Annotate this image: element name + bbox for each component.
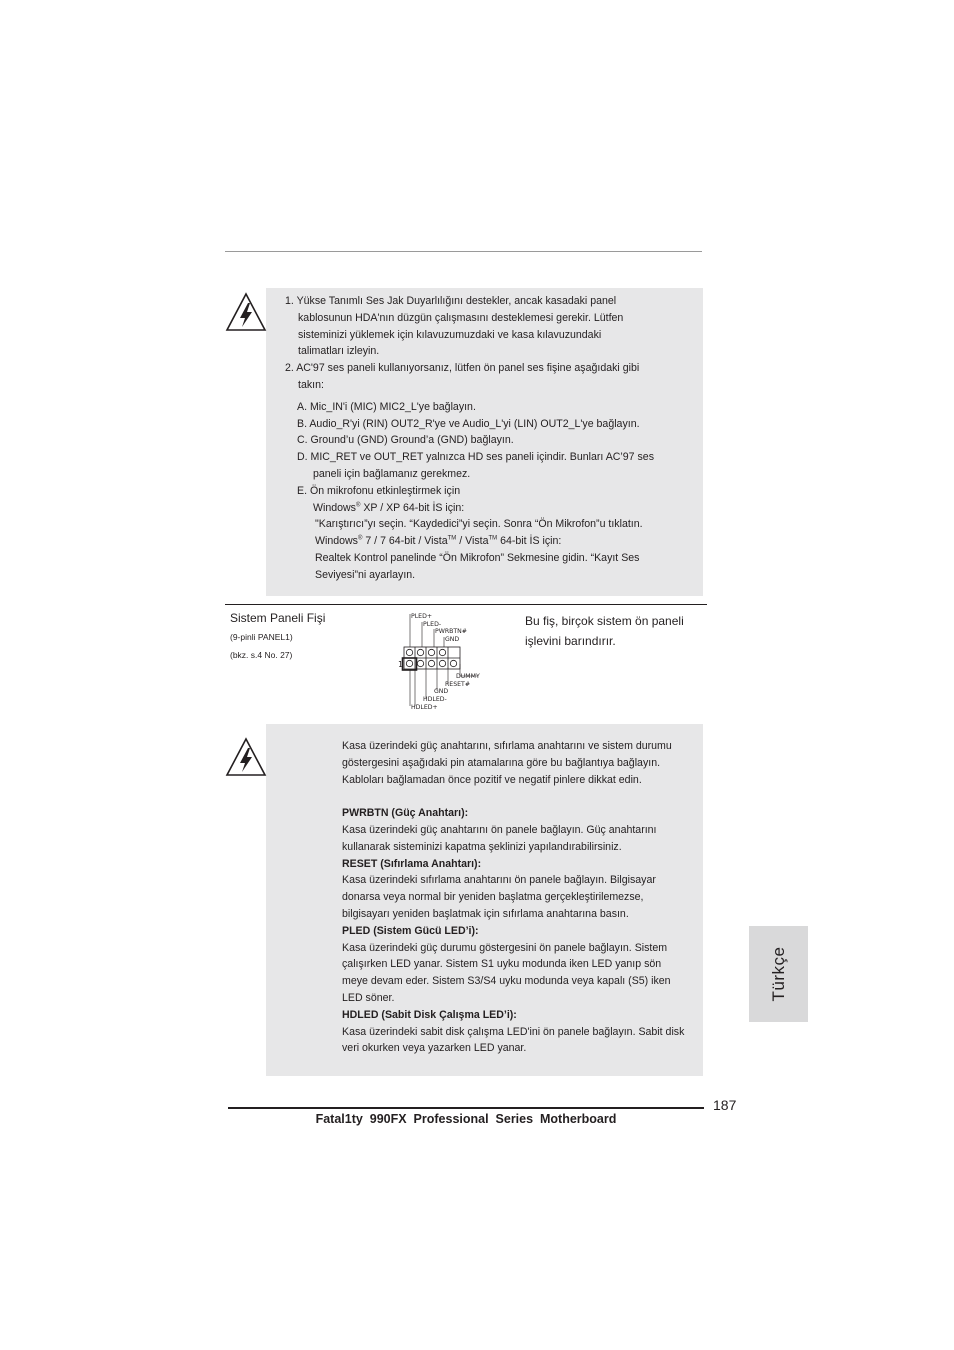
note2-intro-line: Kabloları bağlamadan önce pozitif ve negatif pinlere dikkat edin.: [342, 773, 642, 786]
section-rule: [225, 604, 707, 605]
section-title: Sistem Paneli Fişi: [230, 611, 326, 625]
note2-line: kullanarak sisteminizi kapatma şeklinizi yapılandırabilirsiniz.: [342, 840, 622, 853]
heading-pled: PLED (Sistem Gücü LED’i):: [342, 924, 479, 937]
heading-hdled: HDLED (Sabit Disk Çalışma LED’i):: [342, 1008, 517, 1021]
pin-label-reset: RESET#: [445, 681, 471, 688]
note1-line: D. MIC_RET ve OUT_RET yalnızca HD ses paneli içindir. Bunları AC’97 ses: [297, 451, 654, 464]
language-tab: [749, 926, 808, 1022]
note2-line: bilgisayarı yeniden başlatmak için sıfırlama anahtarına basın.: [342, 907, 629, 920]
note1-line: takın:: [298, 378, 324, 391]
note1-line: 1. Yükse Tanımlı Ses Jak Duyarlılığını destekler, ancak kasadaki panel: [285, 295, 617, 307]
note2-line: çalışırken LED yanar. Sistem S1 uyku modunda iken LED yanıp sön: [342, 958, 662, 971]
note2-text: [342, 738, 684, 1057]
note1-line: Realtek Kontrol panelinde “Ön Mikrofon” Sekmesine gidin. “Kayıt Ses: [315, 551, 640, 564]
section-subtitle-ref: (bkz. s.4 No. 27): [230, 650, 293, 660]
note2-line: Kasa üzerindeki güç anahtarını ön panele bağlayın. Güç anahtarını: [342, 823, 657, 836]
note2-line: meye devam eder. Sistem S3/S4 uyku modunda veya kapalı (S5) iken: [342, 975, 671, 988]
pin-label-gnd-top: GND: [445, 636, 460, 643]
pin-label-pled-minus: PLED-: [423, 621, 442, 628]
note2-intro-line: göstergesini aşağıdaki pin atamalarına göre bu bağlantıya bağlayın.: [342, 756, 661, 769]
note2-line: donarsa veya normal bir yeniden başlatma gerçekleştirilemezse,: [342, 891, 644, 904]
footer-rule: [228, 1107, 704, 1109]
note2-line: Kasa üzerindeki sıfırlama anahtarını ön panele bağlayın. Bilgisayar: [342, 874, 656, 887]
note1-line: "Karıştırıcı”yı seçin. “Kaydedici”yi seçin. Sonra “Ön Mikrofon”u tıklatın.: [315, 518, 643, 531]
note1-line: talimatları izleyin.: [298, 345, 380, 358]
section-description: [525, 611, 684, 651]
note2-intro-line: Kasa üzerindeki güç anahtarını, sıfırlama anahtarını ve sistem durumu: [342, 740, 672, 752]
description-line: işlevini barındırır.: [525, 634, 616, 648]
pin-label-gnd-bottom: GND: [434, 688, 449, 695]
description-line: Bu fiş, birçok sistem ön paneli: [525, 614, 684, 628]
warning-lightning-icon: [225, 737, 267, 777]
heading-pwrbtn: PWRBTN (Güç Anahtarı):: [342, 807, 469, 820]
note1-line: sisteminizi yüklemek için kılavuzumuzdaki ve kasa kılavuzundaki: [298, 328, 602, 341]
note1-line: kablosunun HDA'nın düzgün çalışmasını desteklemesi gerekir. Lütfen: [298, 311, 624, 324]
note2-line: Kasa üzerindeki güç durumu göstergesini ön panele bağlayın. Sistem: [342, 941, 668, 954]
page-number: 187: [713, 1097, 737, 1113]
note1-line: Windows® 7 / 7 64-bit / Vista™ / Vista™ 64-bit İS için:: [315, 535, 562, 548]
pin-label-dummy: DUMMY: [456, 673, 480, 680]
footer-title: Fatal1ty 990FX Professional Series Motherboard: [315, 1112, 617, 1126]
note2-line: LED söner.: [342, 991, 395, 1004]
note1-line: C. Ground’u (GND) Ground’a (GND) bağlayın.: [297, 434, 514, 447]
note1-text: [285, 293, 654, 584]
language-tab-label: Türkçe: [768, 946, 788, 1002]
pin-label-hdled-plus: HDLED+: [411, 704, 438, 711]
note1-line: B. Audio_R'yi (RIN) OUT2_R'ye ve Audio_L'yi (LIN) OUT2_L'ye bağlayın.: [297, 417, 640, 430]
note1-line: paneli için bağlamanız gerekmez.: [313, 467, 471, 480]
note1-line: Windows® XP / XP 64-bit İS için:: [313, 501, 465, 514]
pin-label-hdled-minus: HDLED-: [423, 696, 447, 703]
note2-line: Kasa üzerindeki sabit disk çalışma LED'ini ön panele bağlayın. Sabit disk: [342, 1025, 685, 1038]
heading-reset: RESET (Sıfırlama Anahtarı):: [342, 857, 482, 870]
section-subtitle-pins: (9-pinli PANEL1): [230, 632, 293, 642]
top-rule: [225, 251, 702, 252]
note2-line: veri okurken veya yazarken LED yanar.: [342, 1042, 527, 1055]
pin-one-marker: 1: [398, 660, 404, 669]
pin-label-pled-plus: PLED+: [411, 613, 433, 620]
warning-lightning-icon: [225, 292, 267, 332]
panel-pin-diagram: [398, 610, 488, 712]
note1-line: Seviyesi”ni ayarlayın.: [315, 568, 416, 581]
note1-line: 2. AC'97 ses paneli kullanıyorsanız, lütfen ön panel ses fişine aşağıdaki gibi: [285, 362, 640, 375]
pin-label-pwrbtn: PWRBTN#: [435, 628, 467, 635]
note1-line: E. Ön mikrofonu etkinleştirmek için: [297, 484, 461, 497]
note1-line: A. Mic_IN'i (MIC) MIC2_L'ye bağlayın.: [297, 400, 476, 413]
